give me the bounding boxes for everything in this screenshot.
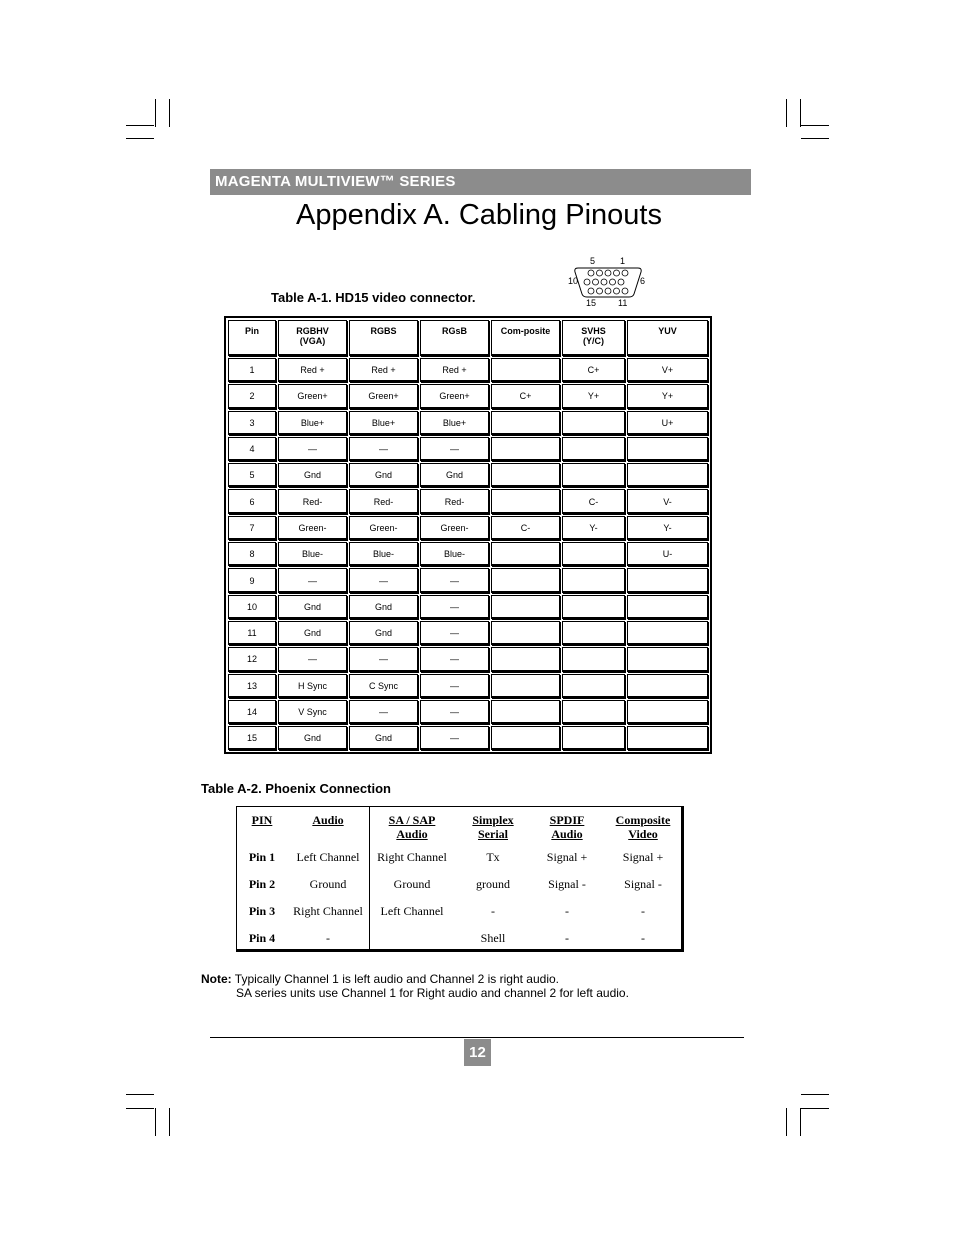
table-row bbox=[228, 411, 708, 435]
table-cell: Red- bbox=[278, 489, 347, 513]
table-cell: 6 bbox=[228, 489, 276, 513]
table-cell: 5 bbox=[228, 463, 276, 487]
table-cell bbox=[627, 647, 708, 671]
table-cell: 13 bbox=[228, 674, 276, 698]
table-cell: Blue+ bbox=[420, 411, 489, 435]
connector-pin bbox=[614, 270, 620, 276]
table-cell: Blue- bbox=[420, 542, 489, 566]
connector-pin bbox=[597, 288, 603, 294]
table-cell bbox=[491, 489, 560, 513]
table-row bbox=[228, 647, 708, 671]
table2-cell: Ground bbox=[309, 877, 347, 891]
table-cell: Red- bbox=[349, 489, 418, 513]
connector-pin bbox=[622, 288, 628, 294]
connector-pin bbox=[588, 270, 594, 276]
table2-cell: Signal + bbox=[546, 850, 588, 864]
table-cell: Green+ bbox=[278, 384, 347, 408]
table-row bbox=[228, 726, 708, 750]
table-cell bbox=[491, 700, 560, 724]
page-title: Appendix A. Cabling Pinouts bbox=[296, 199, 662, 231]
table2-cell: Left Channel bbox=[296, 850, 360, 864]
table-cell: Y- bbox=[627, 516, 708, 540]
table-cell: Green- bbox=[278, 516, 347, 540]
table-cell: Gnd bbox=[278, 621, 347, 645]
footer-rule bbox=[210, 1037, 744, 1038]
table-cell: 11 bbox=[228, 621, 276, 645]
table-header-cell: RGsB bbox=[420, 320, 489, 356]
connector-pin bbox=[588, 288, 594, 294]
table2-cell: Shell bbox=[480, 931, 506, 945]
table-cell bbox=[627, 700, 708, 724]
table2-pin-label: Pin 3 bbox=[248, 904, 276, 918]
table-cell: — bbox=[349, 700, 418, 724]
table-row bbox=[228, 621, 708, 645]
table-row bbox=[228, 542, 708, 566]
table-cell bbox=[562, 411, 625, 435]
table-cell: Gnd bbox=[349, 595, 418, 619]
table-cell: — bbox=[420, 700, 489, 724]
table2-header-cell: SPDIF Audio bbox=[549, 813, 585, 841]
table-row bbox=[228, 700, 708, 724]
table-cell: C- bbox=[491, 516, 560, 540]
table-row bbox=[228, 437, 708, 461]
table-cell: C+ bbox=[562, 358, 625, 382]
table-cell bbox=[562, 568, 625, 592]
connector-pin bbox=[593, 279, 599, 285]
connector-pin bbox=[610, 279, 616, 285]
table-cell: U- bbox=[627, 542, 708, 566]
table-cell: Red + bbox=[420, 358, 489, 382]
table-header-cell: RGBS bbox=[349, 320, 418, 356]
page-number: 12 bbox=[464, 1039, 491, 1066]
hd15-connector-diagram bbox=[566, 254, 650, 308]
phoenix-connection-table bbox=[236, 806, 684, 952]
table-cell bbox=[627, 674, 708, 698]
table-cell: Blue+ bbox=[278, 411, 347, 435]
table2-cell: ground bbox=[476, 877, 510, 891]
connector-label-1: 1 bbox=[620, 256, 626, 266]
table2-cell: - bbox=[326, 931, 330, 945]
table-cell: Red + bbox=[349, 358, 418, 382]
table-cell: — bbox=[278, 437, 347, 461]
table-cell: — bbox=[349, 647, 418, 671]
table-cell: — bbox=[420, 647, 489, 671]
table-row bbox=[228, 358, 708, 382]
note-label: Note: bbox=[201, 972, 232, 986]
connector-label-10: 10 bbox=[568, 276, 579, 286]
table-cell: — bbox=[420, 726, 489, 750]
table-cell: Y- bbox=[562, 516, 625, 540]
table-cell: Red + bbox=[278, 358, 347, 382]
table-cell: 14 bbox=[228, 700, 276, 724]
table-cell bbox=[562, 463, 625, 487]
table-cell bbox=[627, 568, 708, 592]
table-cell bbox=[627, 437, 708, 461]
table-cell: Green+ bbox=[420, 384, 489, 408]
table-cell: V Sync bbox=[278, 700, 347, 724]
table2-header-cell: Audio bbox=[312, 813, 344, 827]
table2-cell: - bbox=[641, 931, 645, 945]
hd15-pinout-table bbox=[224, 316, 712, 754]
table-cell: 2 bbox=[228, 384, 276, 408]
table-header-cell: SVHS (Y/C) bbox=[562, 320, 625, 356]
table-cell: V- bbox=[627, 489, 708, 513]
table2-pin-label: Pin 1 bbox=[248, 850, 276, 864]
table-cell bbox=[491, 437, 560, 461]
table2-pin-label: Pin 2 bbox=[248, 877, 276, 891]
table-cell bbox=[562, 595, 625, 619]
table2-cell: - bbox=[565, 931, 569, 945]
connector-pin bbox=[605, 288, 611, 294]
table-cell: 8 bbox=[228, 542, 276, 566]
table2-header-cell: SA / SAP Audio bbox=[388, 813, 436, 841]
table-cell: Gnd bbox=[420, 463, 489, 487]
table-header-cell: Pin bbox=[228, 320, 276, 356]
table-cell: — bbox=[420, 437, 489, 461]
table-cell: 10 bbox=[228, 595, 276, 619]
table-cell: V+ bbox=[627, 358, 708, 382]
table-cell: Gnd bbox=[349, 726, 418, 750]
table-cell: — bbox=[420, 621, 489, 645]
table-cell: 1 bbox=[228, 358, 276, 382]
table1-caption: Table A-1. HD15 video connector. bbox=[271, 290, 476, 305]
table2-cell: Left Channel bbox=[380, 904, 444, 918]
table-cell: — bbox=[420, 595, 489, 619]
table-row bbox=[228, 489, 708, 513]
table-cell: Blue- bbox=[349, 542, 418, 566]
table-cell bbox=[491, 463, 560, 487]
table-cell: C Sync bbox=[349, 674, 418, 698]
connector-pin bbox=[584, 279, 590, 285]
table2-cell: - bbox=[491, 904, 495, 918]
table-cell: — bbox=[349, 437, 418, 461]
table-cell bbox=[491, 674, 560, 698]
table-cell: Green- bbox=[349, 516, 418, 540]
table-cell: Gnd bbox=[278, 726, 347, 750]
table-cell: Gnd bbox=[349, 463, 418, 487]
table-cell bbox=[627, 621, 708, 645]
table-cell: — bbox=[349, 568, 418, 592]
table-cell bbox=[491, 568, 560, 592]
table-row bbox=[228, 516, 708, 540]
table-cell bbox=[491, 542, 560, 566]
table-cell bbox=[491, 411, 560, 435]
table-row bbox=[228, 568, 708, 592]
table-row bbox=[228, 384, 708, 408]
table-cell: 12 bbox=[228, 647, 276, 671]
table-cell: 7 bbox=[228, 516, 276, 540]
connector-pin bbox=[601, 279, 607, 285]
connector-pin bbox=[605, 270, 611, 276]
note-line1: Typically Channel 1 is left audio and Channel 2 is right audio. bbox=[234, 972, 559, 986]
table-cell: 9 bbox=[228, 568, 276, 592]
table2-header-cell: Simplex Serial bbox=[472, 813, 514, 841]
connector-label-6: 6 bbox=[640, 276, 646, 286]
table-cell: C- bbox=[562, 489, 625, 513]
table-cell: Gnd bbox=[278, 595, 347, 619]
table-cell: 4 bbox=[228, 437, 276, 461]
table-cell bbox=[627, 726, 708, 750]
table-header-cell: RGBHV (VGA) bbox=[278, 320, 347, 356]
table-cell bbox=[562, 437, 625, 461]
table-header-cell: YUV bbox=[627, 320, 708, 356]
table2-cell: Right Channel bbox=[293, 904, 363, 918]
table-cell bbox=[491, 595, 560, 619]
table-header-row bbox=[228, 320, 708, 356]
table-cell: Y+ bbox=[627, 384, 708, 408]
table-cell: C+ bbox=[491, 384, 560, 408]
connector-shell bbox=[575, 268, 641, 297]
table-row bbox=[228, 463, 708, 487]
table-cell bbox=[562, 700, 625, 724]
table-cell: Blue- bbox=[278, 542, 347, 566]
table-cell bbox=[562, 726, 625, 750]
table-cell: — bbox=[278, 568, 347, 592]
table-cell: 3 bbox=[228, 411, 276, 435]
table-cell: Blue+ bbox=[349, 411, 418, 435]
note-block bbox=[201, 972, 629, 1000]
table2-caption: Table A-2. Phoenix Connection bbox=[201, 781, 391, 796]
table-cell bbox=[627, 463, 708, 487]
table-cell bbox=[562, 647, 625, 671]
connector-pin bbox=[622, 270, 628, 276]
table-cell: — bbox=[420, 674, 489, 698]
table2-cell: Signal - bbox=[624, 877, 662, 891]
table-cell: Green- bbox=[420, 516, 489, 540]
table-cell: Green+ bbox=[349, 384, 418, 408]
table2-cell: Signal + bbox=[622, 850, 664, 864]
table-header-cell: Com-posite bbox=[491, 320, 560, 356]
table-cell bbox=[491, 726, 560, 750]
connector-label-5: 5 bbox=[590, 256, 596, 266]
connector-label-15: 15 bbox=[586, 298, 597, 308]
table2-header-cell: PIN bbox=[251, 813, 273, 827]
table-cell: Gnd bbox=[278, 463, 347, 487]
table-cell bbox=[627, 595, 708, 619]
table-cell bbox=[562, 674, 625, 698]
series-header-bar bbox=[210, 169, 751, 195]
table-cell: Y+ bbox=[562, 384, 625, 408]
table2-pin-label: Pin 4 bbox=[248, 931, 276, 945]
table-cell: Red- bbox=[420, 489, 489, 513]
table-cell bbox=[491, 621, 560, 645]
table2-header-cell: Composite Video bbox=[615, 813, 671, 841]
table-cell: U+ bbox=[627, 411, 708, 435]
table2-cell: Tx bbox=[486, 850, 500, 864]
table2-cell: Ground bbox=[393, 877, 431, 891]
note-line2: SA series units use Channel 1 for Right audio and channel 2 for left audio. bbox=[236, 986, 629, 1000]
series-title: MAGENTA MULTIVIEW™ SERIES bbox=[215, 173, 456, 190]
table-cell bbox=[562, 542, 625, 566]
table2-cell: Signal - bbox=[548, 877, 586, 891]
table-cell bbox=[562, 621, 625, 645]
table-cell: — bbox=[278, 647, 347, 671]
table-cell: 15 bbox=[228, 726, 276, 750]
table-cell: — bbox=[420, 568, 489, 592]
table-cell bbox=[491, 647, 560, 671]
connector-pin bbox=[618, 279, 624, 285]
table2-cell: - bbox=[641, 904, 645, 918]
connector-label-11: 11 bbox=[618, 298, 628, 308]
connector-pin bbox=[597, 270, 603, 276]
table2-cell: - bbox=[565, 904, 569, 918]
table2-cell: Right Channel bbox=[377, 850, 447, 864]
table-row bbox=[228, 674, 708, 698]
table-cell: Gnd bbox=[349, 621, 418, 645]
table-cell bbox=[491, 358, 560, 382]
table-row bbox=[228, 595, 708, 619]
connector-pin bbox=[614, 288, 620, 294]
table-cell: H Sync bbox=[278, 674, 347, 698]
